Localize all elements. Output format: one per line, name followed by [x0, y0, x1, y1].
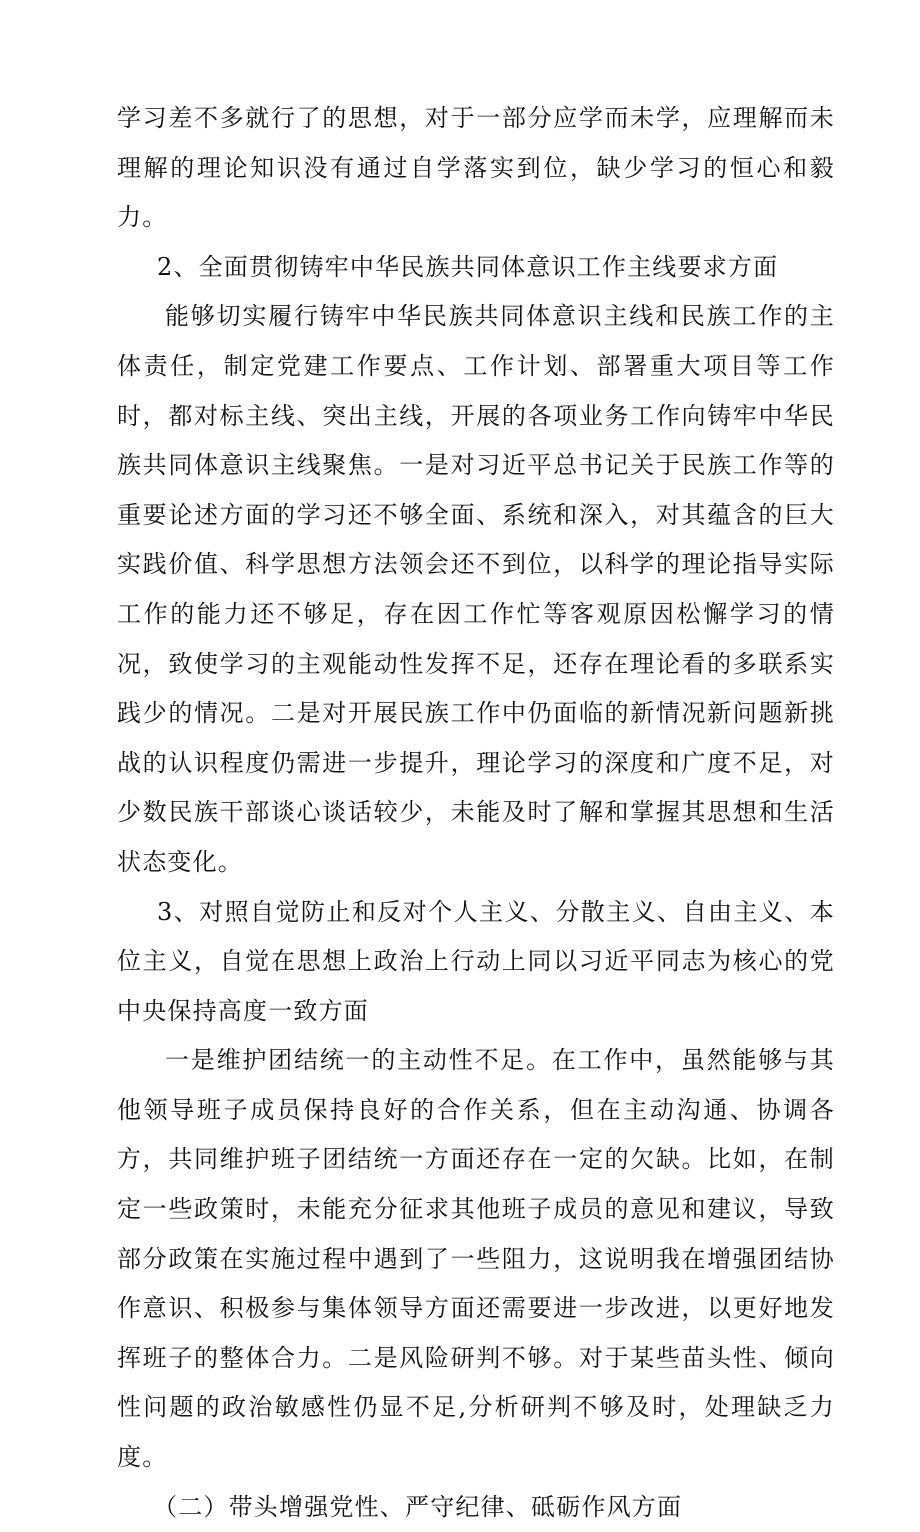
paragraph-item-3-body: 一是维护团结统一的主动性不足。在工作中，虽然能够与其他领导班子成员保持良好的合作关系，但在主动沟通、协调各方，共同维护班子团结统一方面还存在一定的欠缺。比如，在制定一些政策时，未能充分征求其他班子成员的意见和建议，导致部分政策在实施过程中遇到了一些阻力，这说明我在增强团结协作意识、积极参与集体领导方面还需要进一步改进，以更好地发挥班子的整体合力。二是风险研判不够。对于某些苗头性、倾向性问题的政治敏感性仍显不足,分析研判不够及时，处理缺乏力度。: [117, 1046, 835, 1472]
paragraph-continued: 学习差不多就行了的思想，对于一部分应学而未学，应理解而未理解的理论知识没有通过自学落实到位，缺少学习的恒心和毅力。: [117, 104, 835, 232]
subheading-item-2: 2、全面贯彻铸牢中华民族共同体意识工作主线要求方面: [157, 252, 779, 281]
subheading-item-3: 3、对照自觉防止和反对个人主义、分散主义、自由主义、本位主义，自觉在思想上政治上行动上同以习近平同志为核心的党中央保持高度一致方面: [117, 897, 835, 1025]
section-heading-2: （二）带头增强党性、严守纪律、砥砺作风方面: [153, 1492, 683, 1521]
paragraph-item-2-body: 能够切实履行铸牢中华民族共同体意识主线和民族工作的主体责任，制定党建工作要点、工作计划、部署重大项目等工作时，都对标主线、突出主线，开展的各项业务工作向铸牢中华民族共同体意识主线聚焦。一是对习近平总书记关于民族工作等的重要论述方面的学习还不够全面、系统和深入，对其蕴含的巨大实践价值、科学思想方法领会还不到位，以科学的理论指导实际工作的能力还不够足，存在因工作忙等客观原因松懈学习的情况，致使学习的主观能动性发挥不足，还存在理论看的多联系实践少的情况。二是对开展民族工作中仍面临的新情况新问题新挑战的认识程度仍需进一步提升，理论学习的深度和广度不足，对少数民族干部谈心谈话较少，未能及时了解和掌握其思想和生活状态变化。: [117, 302, 835, 876]
document-body: [117, 94, 835, 1532]
